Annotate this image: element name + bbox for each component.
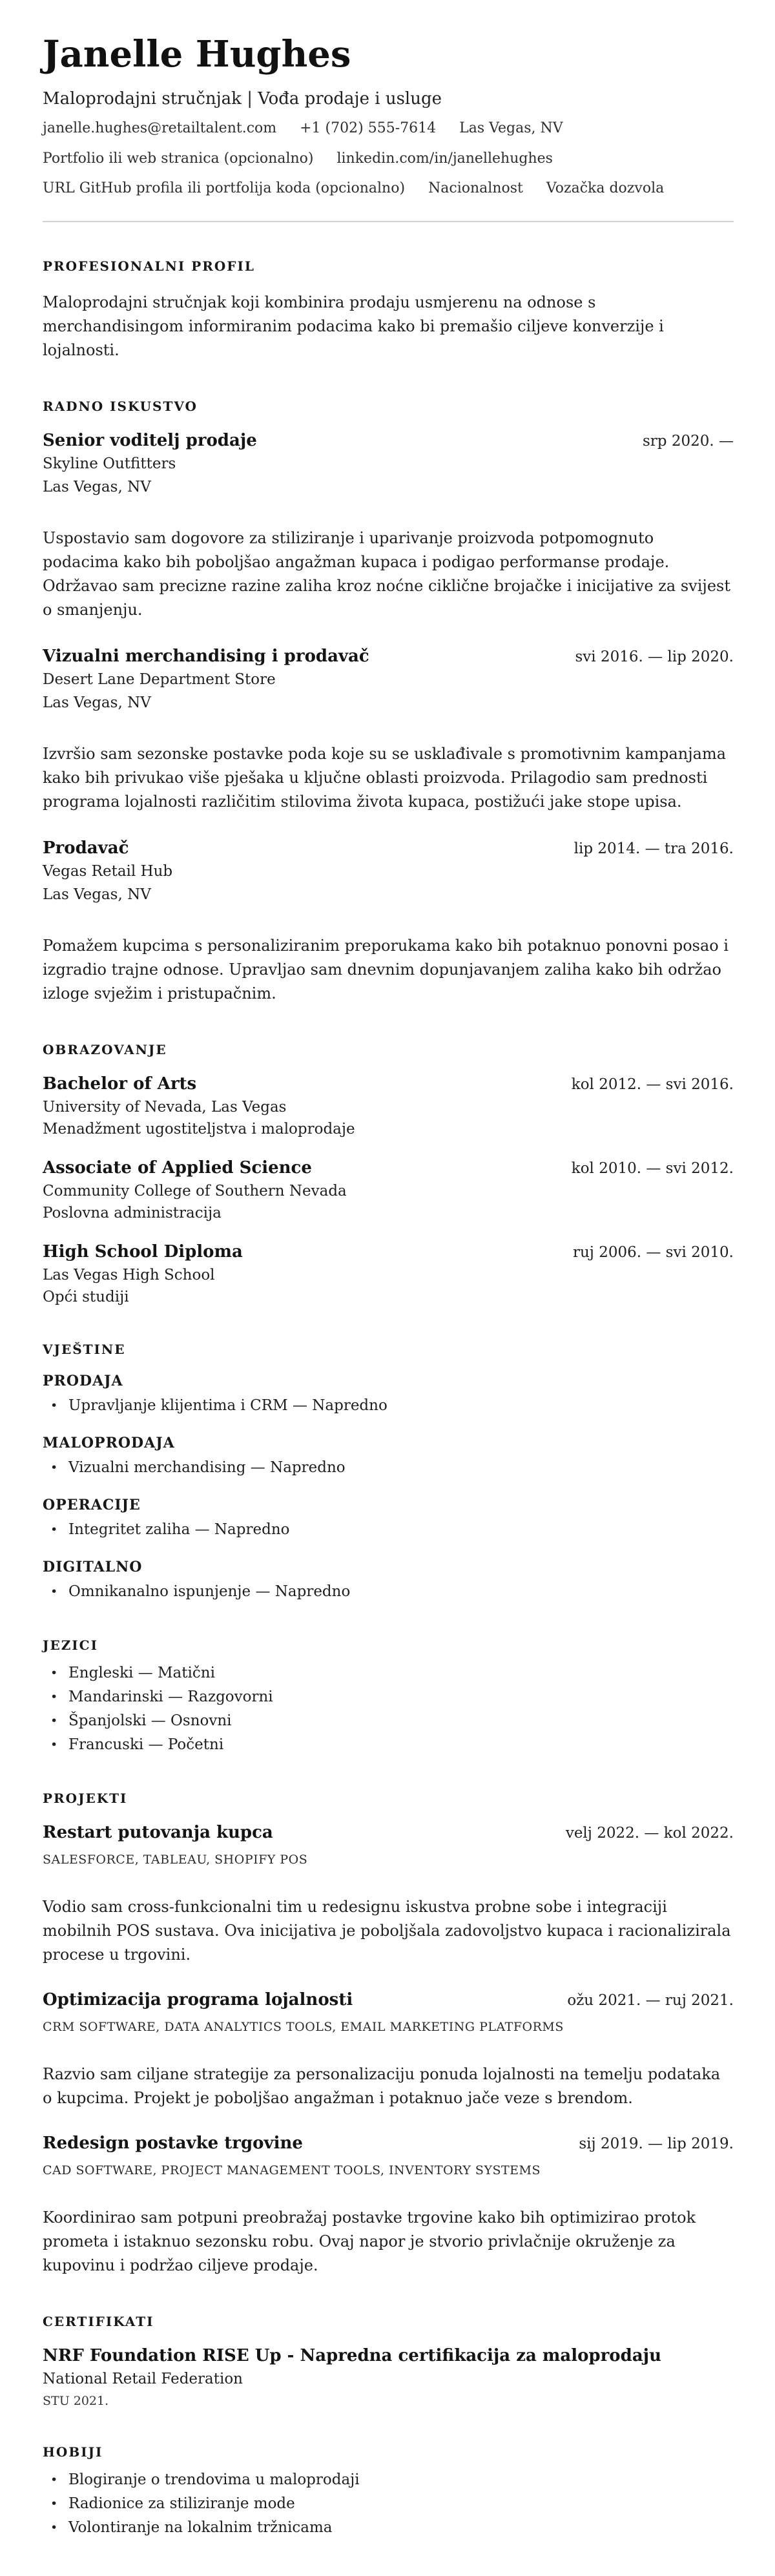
education-title-row	[43, 1074, 734, 1094]
project-title: Restart putovanja kupca	[43, 1822, 273, 1842]
skill-list	[43, 1582, 734, 1601]
degree-title: Bachelor of Arts	[43, 1074, 197, 1094]
project-tools: CRM SOFTWARE, DATA ANALYTICS TOOLS, EMAIL MARKETING PLATFORMS	[43, 2019, 564, 2034]
section-heading-projects: PROJEKTI	[43, 1790, 128, 1806]
language-item-text: Mandarinski — Razgovorni	[68, 1688, 273, 1705]
skill-item-text: Vizualni merchandising — Napredno	[68, 1459, 346, 1476]
section-skills	[43, 1342, 734, 1601]
skill-list	[43, 1520, 734, 1539]
language-list	[43, 1663, 734, 1754]
job-company: Desert Lane Department Store	[43, 670, 276, 688]
bullet-icon: •	[50, 1713, 58, 1728]
job-title-row	[43, 431, 734, 450]
skill-group	[43, 1497, 734, 1539]
project-title: Optimizacija programa lojalnosti	[43, 1989, 353, 2010]
contact-portfolio: Portfolio ili web stranica (opcionalno)	[43, 150, 314, 167]
job-entry	[43, 647, 734, 814]
section-heading-hobbies: HOBIJI	[43, 2444, 103, 2460]
skill-list	[43, 1458, 734, 1477]
section-heading-certificates: CERTIFIKATI	[43, 2313, 154, 2329]
section-certificates	[43, 2314, 734, 2408]
profile-text: Maloprodajni stručnjak koji kombinira prodaju usmjerenu na odnose s merchandisingom informiranim podacima kako bi premašio ciljeve konverzije i lojalnosti.	[43, 293, 664, 359]
skill-group	[43, 1559, 734, 1601]
education-field: Opći studiji	[43, 1288, 129, 1305]
job-title-row	[43, 838, 734, 858]
bullet-icon: •	[50, 2496, 58, 2511]
education-school: Community College of Southern Nevada	[43, 1182, 347, 1200]
job-entry	[43, 431, 734, 622]
job-title: Vizualni merchandising i prodavač	[43, 646, 369, 666]
hobby-item-text: Volontiranje na lokalnim tržnicama	[68, 2519, 333, 2536]
skill-item	[43, 1458, 734, 1477]
language-item-text: Španjolski — Osnovni	[68, 1712, 232, 1729]
contact-row-3	[43, 180, 734, 197]
section-heading-languages: JEZICI	[43, 1637, 98, 1653]
header-divider	[43, 221, 734, 222]
bullet-icon: •	[50, 1522, 58, 1537]
job-title-row	[43, 647, 734, 666]
contact-row-1	[43, 120, 734, 137]
education-title-row	[43, 1158, 734, 1178]
skill-category-label: PRODAJA	[43, 1372, 123, 1389]
certificate-title: NRF Foundation RISE Up - Napredna certifikacija za maloprodaju	[43, 2345, 661, 2365]
job-title: Prodavač	[43, 838, 129, 858]
bullet-icon: •	[50, 1584, 58, 1599]
section-heading-experience: RADNO ISKUSTVO	[43, 398, 198, 414]
job-title: Senior voditelj prodaje	[43, 430, 257, 450]
hobby-item	[43, 2518, 734, 2537]
education-school: University of Nevada, Las Vegas	[43, 1098, 287, 1116]
job-entry	[43, 838, 734, 1006]
section-hobbies	[43, 2444, 734, 2537]
bullet-icon: •	[50, 1737, 58, 1752]
project-description: Vodio sam cross-funkcionalni tim u redesignu iskustva probne sobe i integraciji mobilnih POS sustava. Ova inicijativa je poboljšala zadovoljstvo kupaca i racionalizirala procese u trgovini.	[43, 1897, 731, 1964]
section-heading-profile: PROFESIONALNI PROFIL	[43, 258, 255, 274]
project-dates: sij 2019. — lip 2019.	[579, 2135, 734, 2152]
education-entry	[43, 1242, 734, 1305]
hobby-item	[43, 2470, 734, 2489]
contact-email: janelle.hughes@retailtalent.com	[43, 120, 277, 137]
skill-group	[43, 1373, 734, 1415]
language-item-text: Francuski — Početni	[68, 1736, 224, 1753]
job-dates: srp 2020. —	[643, 432, 734, 450]
project-tools: CAD SOFTWARE, PROJECT MANAGEMENT TOOLS, INVENTORY SYSTEMS	[43, 2163, 541, 2177]
skill-list	[43, 1396, 734, 1415]
section-education	[43, 1042, 734, 1305]
project-tools: SALESFORCE, TABLEAU, SHOPIFY POS	[43, 1852, 308, 1867]
project-title-row	[43, 2134, 734, 2153]
contact-license: Vozačka dozvola	[546, 180, 665, 197]
education-field: Menadžment ugostiteljstva i maloprodaje	[43, 1120, 355, 1137]
contact-location: Las Vegas, NV	[459, 120, 563, 137]
bullet-icon: •	[50, 1460, 58, 1475]
education-dates: kol 2010. — svi 2012.	[571, 1159, 734, 1177]
job-description: Pomažem kupcima s personaliziranim preporukama kako bih potaknuo ponovni posao i izgradio trajne odnose. Upravljao sam dnevnim dopunjavanjem zaliha kako bih održao izloge svježim i pristupačnim.	[43, 936, 729, 1002]
job-company: Skyline Outfitters	[43, 455, 176, 472]
candidate-name: Janelle Hughes	[43, 33, 351, 76]
hobby-item-text: Blogiranje o trendovima u maloprodaji	[68, 2471, 360, 2488]
project-title-row	[43, 1823, 734, 1842]
project-title: Redesign postavke trgovine	[43, 2133, 303, 2153]
education-title-row	[43, 1242, 734, 1262]
project-dates: velj 2022. — kol 2022.	[565, 1824, 734, 1842]
contact-block	[43, 120, 734, 197]
skill-item-text: Integritet zaliha — Napredno	[68, 1521, 290, 1538]
section-experience	[43, 399, 734, 1006]
bullet-icon: •	[50, 1689, 58, 1704]
degree-title: Associate of Applied Science	[43, 1158, 312, 1178]
candidate-subtitle: Maloprodajni stručnjak | Vođa prodaje i usluge	[43, 89, 442, 109]
section-heading-skills: VJEŠTINE	[43, 1341, 126, 1357]
education-field: Poslovna administracija	[43, 1204, 222, 1221]
contact-phone: +1 (702) 555-7614	[300, 120, 437, 137]
skill-item-text: Omnikanalno ispunjenje — Napredno	[68, 1583, 351, 1600]
project-entry	[43, 1823, 734, 1967]
degree-title: High School Diploma	[43, 1241, 243, 1262]
skill-item-text: Upravljanje klijentima i CRM — Napredno	[68, 1397, 388, 1414]
job-company: Vegas Retail Hub	[43, 862, 173, 880]
education-dates: kol 2012. — svi 2016.	[571, 1075, 734, 1093]
section-profile	[43, 258, 734, 362]
skill-group	[43, 1435, 734, 1477]
certificate-issuer: National Retail Federation	[43, 2370, 243, 2387]
project-title-row	[43, 1990, 734, 2010]
skill-category-label: MALOPRODAJA	[43, 1434, 175, 1451]
project-description: Koordinirao sam potpuni preobražaj postavke trgovine kako bih optimizirao protok prometa i istaknuo sezonsku robu. Ovaj napor je stvorio privlačnije okruženje za kupovinu i podržao ciljeve prodaje.	[43, 2208, 696, 2274]
education-school: Las Vegas High School	[43, 1266, 215, 1283]
certificate-entry	[43, 2346, 734, 2408]
contact-nationality: Nacionalnost	[428, 180, 523, 197]
language-item	[43, 1687, 734, 1707]
language-item	[43, 1735, 734, 1754]
education-entry	[43, 1074, 734, 1137]
contact-row-2	[43, 151, 734, 167]
project-dates: ožu 2021. — ruj 2021.	[567, 1991, 734, 2009]
language-item	[43, 1711, 734, 1730]
resume-header	[43, 34, 734, 222]
hobby-item-text: Radionice za stiliziranje mode	[68, 2495, 295, 2512]
bullet-icon: •	[50, 2472, 58, 2487]
job-dates: lip 2014. — tra 2016.	[574, 840, 734, 857]
job-location: Las Vegas, NV	[43, 886, 151, 903]
hobby-item	[43, 2494, 734, 2513]
education-dates: ruj 2006. — svi 2010.	[572, 1243, 734, 1261]
hobby-list	[43, 2470, 734, 2537]
bullet-icon: •	[50, 1665, 58, 1680]
language-item-text: Engleski — Matični	[68, 1664, 215, 1681]
skill-category-label: OPERACIJE	[43, 1496, 141, 1513]
section-projects	[43, 1791, 734, 2278]
project-description: Razvio sam ciljane strategije za personalizaciju ponuda lojalnosti na temelju podataka o kupcima. Projekt je poboljšao angažman i potaknuo jače veze s brendom.	[43, 2064, 721, 2107]
job-description: Izvršio sam sezonske postavke poda koje su se usklađivale s promotivnim kampanjama kako bih privukao više pješaka u ključne oblasti proizvoda. Prilagodio sam prednosti programa lojalnosti različitim stilovima života kupaca, postižući jake stope upisa.	[43, 744, 727, 811]
section-heading-education: OBRAZOVANJE	[43, 1041, 167, 1057]
bullet-icon: •	[50, 2520, 58, 2535]
contact-github: URL GitHub profila ili portfolija koda (opcionalno)	[43, 180, 406, 197]
skill-category-label: DIGITALNO	[43, 1558, 143, 1575]
certificate-date: STU 2021.	[43, 2393, 109, 2408]
skill-item	[43, 1396, 734, 1415]
job-location: Las Vegas, NV	[43, 694, 151, 711]
skill-item	[43, 1582, 734, 1601]
section-languages	[43, 1637, 734, 1754]
job-description: Uspostavio sam dogovore za stiliziranje i uparivanje proizvoda potpomognuto podacima kako bih poboljšao angažman kupaca i podigao performanse prodaje. Održavao sam precizne razine zaliha kroz noćne ciklične brojačke i inicijative za svijest o smanjenju.	[43, 528, 730, 619]
education-entry	[43, 1158, 734, 1221]
job-dates: svi 2016. — lip 2020.	[575, 648, 734, 665]
bullet-icon: •	[50, 1398, 58, 1413]
job-location: Las Vegas, NV	[43, 478, 151, 495]
project-entry	[43, 2134, 734, 2278]
skill-item	[43, 1520, 734, 1539]
language-item	[43, 1663, 734, 1683]
contact-linkedin: linkedin.com/in/janellehughes	[336, 150, 553, 167]
project-entry	[43, 1990, 734, 2110]
